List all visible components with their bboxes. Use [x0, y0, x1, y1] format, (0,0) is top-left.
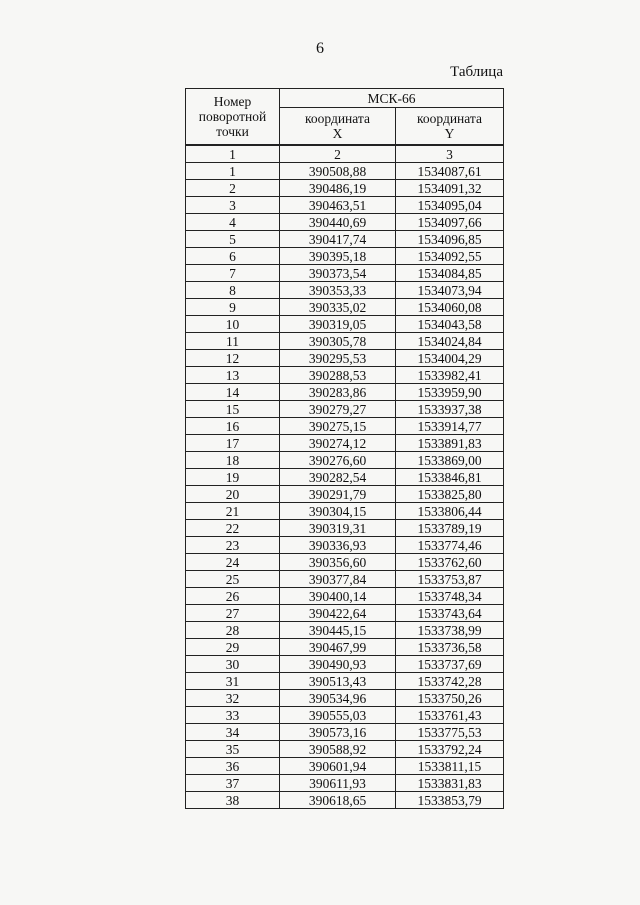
x-coordinate-cell: 390353,33	[280, 282, 396, 299]
x-coordinate-cell: 390274,12	[280, 435, 396, 452]
point-number-cell: 2	[186, 180, 280, 197]
point-number-cell: 20	[186, 486, 280, 503]
y-coordinate-cell: 1533831,83	[396, 775, 504, 792]
table-row	[186, 758, 504, 775]
x-coordinate-cell: 390486,19	[280, 180, 396, 197]
table-row	[186, 554, 504, 571]
y-coordinate-cell: 1533742,28	[396, 673, 504, 690]
point-number-cell: 8	[186, 282, 280, 299]
x-coordinate-cell: 390276,60	[280, 452, 396, 469]
x-coordinate-cell: 390534,96	[280, 690, 396, 707]
y-coordinate-cell: 1534092,55	[396, 248, 504, 265]
point-number-cell: 5	[186, 231, 280, 248]
y-coordinate-cell: 1533753,87	[396, 571, 504, 588]
point-number-header-line: Номер	[213, 94, 252, 109]
x-coordinate-header	[280, 108, 396, 146]
point-number-cell: 38	[186, 792, 280, 809]
x-coordinate-cell: 390573,16	[280, 724, 396, 741]
point-number-cell: 19	[186, 469, 280, 486]
y-coordinate-cell: 1533853,79	[396, 792, 504, 809]
point-number-cell: 25	[186, 571, 280, 588]
point-number-header-line: точки	[216, 124, 249, 139]
table-caption: Таблица	[450, 64, 503, 80]
point-number-cell: 14	[186, 384, 280, 401]
point-number-cell: 18	[186, 452, 280, 469]
y-coordinate-header	[396, 108, 504, 146]
point-number-cell: 7	[186, 265, 280, 282]
x-coordinate-cell: 390490,93	[280, 656, 396, 673]
table-row	[186, 571, 504, 588]
y-coordinate-cell: 1534084,85	[396, 265, 504, 282]
y-coordinate-cell: 1533789,19	[396, 520, 504, 537]
x-coordinate-cell: 390445,15	[280, 622, 396, 639]
x-coordinate-cell: 390283,86	[280, 384, 396, 401]
x-coordinate-cell: 390282,54	[280, 469, 396, 486]
x-coordinate-cell: 390335,02	[280, 299, 396, 316]
y-coordinate-cell: 1533914,77	[396, 418, 504, 435]
table-row	[186, 265, 504, 282]
table-row	[186, 639, 504, 656]
y-coordinate-cell: 1533806,44	[396, 503, 504, 520]
table-row	[186, 520, 504, 537]
y-coordinate-cell: 1534043,58	[396, 316, 504, 333]
table-row	[186, 656, 504, 673]
x-coordinate-cell: 390611,93	[280, 775, 396, 792]
point-number-header	[186, 89, 280, 146]
x-coordinate-cell: 390513,43	[280, 673, 396, 690]
point-number-cell: 9	[186, 299, 280, 316]
x-coordinate-cell: 390304,15	[280, 503, 396, 520]
coordinate-system-header: МСК-66	[280, 89, 504, 108]
point-number-cell: 32	[186, 690, 280, 707]
x-coordinate-cell: 390400,14	[280, 588, 396, 605]
table-row	[186, 214, 504, 231]
x-coordinate-cell: 390601,94	[280, 758, 396, 775]
point-number-cell: 10	[186, 316, 280, 333]
point-number-cell: 6	[186, 248, 280, 265]
point-number-cell: 22	[186, 520, 280, 537]
y-coordinate-cell: 1533737,69	[396, 656, 504, 673]
point-number-cell: 31	[186, 673, 280, 690]
y-header-line: Y	[444, 126, 455, 141]
table-row	[186, 435, 504, 452]
y-coordinate-cell: 1534087,61	[396, 163, 504, 180]
x-coordinate-cell: 390291,79	[280, 486, 396, 503]
point-number-cell: 26	[186, 588, 280, 605]
column-index-cell: 1	[186, 145, 280, 163]
y-coordinate-cell: 1533738,99	[396, 622, 504, 639]
y-coordinate-cell: 1533982,41	[396, 367, 504, 384]
y-coordinate-cell: 1533825,80	[396, 486, 504, 503]
x-coordinate-cell: 390417,74	[280, 231, 396, 248]
table-row	[186, 537, 504, 554]
point-number-header-line: поворотной	[198, 109, 267, 124]
point-number-cell: 34	[186, 724, 280, 741]
y-coordinate-cell: 1533736,58	[396, 639, 504, 656]
table-row	[186, 248, 504, 265]
table-row	[186, 486, 504, 503]
table-row	[186, 503, 504, 520]
point-number-cell: 21	[186, 503, 280, 520]
x-coordinate-cell: 390305,78	[280, 333, 396, 350]
x-coordinate-cell: 390395,18	[280, 248, 396, 265]
table-row	[186, 724, 504, 741]
point-number-cell: 16	[186, 418, 280, 435]
table-row	[186, 418, 504, 435]
point-number-cell: 27	[186, 605, 280, 622]
y-coordinate-cell: 1534004,29	[396, 350, 504, 367]
y-coordinate-cell: 1534073,94	[396, 282, 504, 299]
point-number-cell: 17	[186, 435, 280, 452]
table-row	[186, 231, 504, 248]
table-body	[186, 145, 504, 809]
y-coordinate-cell: 1533937,38	[396, 401, 504, 418]
point-number-cell: 35	[186, 741, 280, 758]
table-row	[186, 197, 504, 214]
table-row	[186, 469, 504, 486]
y-coordinate-cell: 1533750,26	[396, 690, 504, 707]
table-row	[186, 401, 504, 418]
table-row	[186, 707, 504, 724]
x-coordinate-cell: 390356,60	[280, 554, 396, 571]
table-row	[186, 316, 504, 333]
x-coordinate-cell: 390440,69	[280, 214, 396, 231]
table-row	[186, 775, 504, 792]
x-coordinate-cell: 390336,93	[280, 537, 396, 554]
x-coordinate-cell: 390373,54	[280, 265, 396, 282]
y-coordinate-cell: 1533743,64	[396, 605, 504, 622]
point-number-cell: 15	[186, 401, 280, 418]
x-coordinate-cell: 390377,84	[280, 571, 396, 588]
table-row	[186, 384, 504, 401]
table-row	[186, 792, 504, 809]
table-row	[186, 588, 504, 605]
x-coordinate-cell: 390467,99	[280, 639, 396, 656]
x-coordinate-cell: 390618,65	[280, 792, 396, 809]
table-row	[186, 690, 504, 707]
y-coordinate-cell: 1534097,66	[396, 214, 504, 231]
page-number: 6	[316, 40, 324, 57]
x-coordinate-cell: 390555,03	[280, 707, 396, 724]
y-coordinate-cell: 1534096,85	[396, 231, 504, 248]
point-number-cell: 13	[186, 367, 280, 384]
y-coordinate-cell: 1533761,43	[396, 707, 504, 724]
x-coordinate-cell: 390463,51	[280, 197, 396, 214]
point-number-cell: 12	[186, 350, 280, 367]
column-index-row	[186, 145, 504, 163]
point-number-cell: 1	[186, 163, 280, 180]
table-row	[186, 605, 504, 622]
table-row	[186, 622, 504, 639]
y-coordinate-cell: 1533869,00	[396, 452, 504, 469]
point-number-cell: 28	[186, 622, 280, 639]
x-coordinate-cell: 390275,15	[280, 418, 396, 435]
y-coordinate-cell: 1534091,32	[396, 180, 504, 197]
table-row	[186, 282, 504, 299]
point-number-cell: 29	[186, 639, 280, 656]
y-coordinate-cell: 1534095,04	[396, 197, 504, 214]
column-index-cell: 3	[396, 145, 504, 163]
point-number-cell: 24	[186, 554, 280, 571]
y-header-line: координата	[417, 111, 482, 126]
point-number-cell: 3	[186, 197, 280, 214]
point-number-cell: 33	[186, 707, 280, 724]
table-row	[186, 367, 504, 384]
table-row	[186, 673, 504, 690]
x-coordinate-cell: 390588,92	[280, 741, 396, 758]
table-row	[186, 350, 504, 367]
table-row	[186, 333, 504, 350]
point-number-cell: 4	[186, 214, 280, 231]
point-number-cell: 11	[186, 333, 280, 350]
point-number-cell: 23	[186, 537, 280, 554]
y-coordinate-cell: 1533811,15	[396, 758, 504, 775]
y-coordinate-cell: 1534060,08	[396, 299, 504, 316]
table-row	[186, 452, 504, 469]
y-coordinate-cell: 1533792,24	[396, 741, 504, 758]
x-coordinate-cell: 390508,88	[280, 163, 396, 180]
y-coordinate-cell: 1533748,34	[396, 588, 504, 605]
y-coordinate-cell: 1533959,90	[396, 384, 504, 401]
y-coordinate-cell: 1533775,53	[396, 724, 504, 741]
x-coordinate-cell: 390319,31	[280, 520, 396, 537]
table-row	[186, 741, 504, 758]
y-coordinate-cell: 1533846,81	[396, 469, 504, 486]
x-coordinate-cell: 390288,53	[280, 367, 396, 384]
table-row	[186, 163, 504, 180]
table-row	[186, 299, 504, 316]
point-number-cell: 36	[186, 758, 280, 775]
y-coordinate-cell: 1534024,84	[396, 333, 504, 350]
y-coordinate-cell: 1533774,46	[396, 537, 504, 554]
column-index-cell: 2	[280, 145, 396, 163]
x-coordinate-cell: 390422,64	[280, 605, 396, 622]
y-coordinate-cell: 1533762,60	[396, 554, 504, 571]
x-header-line: координата	[305, 111, 370, 126]
point-number-cell: 30	[186, 656, 280, 673]
x-coordinate-cell: 390295,53	[280, 350, 396, 367]
coordinates-table	[185, 88, 504, 809]
x-header-line: X	[332, 126, 343, 141]
x-coordinate-cell: 390319,05	[280, 316, 396, 333]
y-coordinate-cell: 1533891,83	[396, 435, 504, 452]
x-coordinate-cell: 390279,27	[280, 401, 396, 418]
table-row	[186, 180, 504, 197]
point-number-cell: 37	[186, 775, 280, 792]
